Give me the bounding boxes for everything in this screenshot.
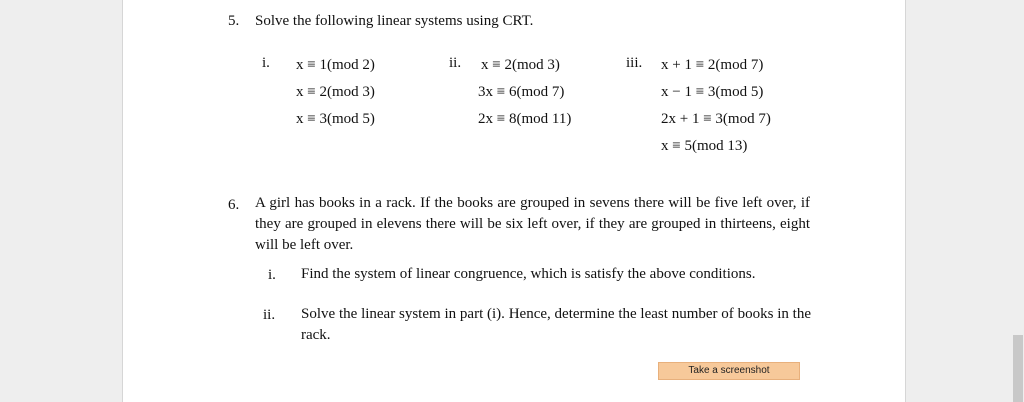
part-i-label: i. bbox=[268, 267, 276, 283]
system-iii-eq-2: x − 1 ≡ 3(mod 5) bbox=[661, 84, 764, 100]
part-ii-label: ii. bbox=[263, 307, 276, 323]
system-i-label: i. bbox=[262, 55, 270, 71]
system-i-eq-1: x ≡ 1(mod 2) bbox=[296, 57, 375, 73]
part-i-text: Find the system of linear congruence, which is satisfy the above conditions. bbox=[301, 266, 756, 282]
system-iii-eq-3: 2x + 1 ≡ 3(mod 7) bbox=[661, 111, 771, 127]
system-iii-eq-1: x + 1 ≡ 2(mod 7) bbox=[661, 57, 764, 73]
system-i-eq-3: x ≡ 3(mod 5) bbox=[296, 111, 375, 127]
part-ii-text: Solve the linear system in part (i). Hence, determine the least number of books in the rack. bbox=[301, 306, 811, 343]
system-iii-label: iii. bbox=[626, 55, 643, 71]
system-iii-eq-4: x ≡ 5(mod 13) bbox=[661, 138, 748, 154]
take-screenshot-button[interactable]: Take a screenshot bbox=[658, 362, 800, 380]
system-ii-label: ii. bbox=[449, 55, 462, 71]
scrollbar-thumb[interactable] bbox=[1013, 335, 1023, 402]
system-ii-eq-1: x ≡ 2(mod 3) bbox=[481, 57, 560, 73]
question-5-number: 5. bbox=[228, 13, 240, 29]
system-ii-eq-3: 2x ≡ 8(mod 11) bbox=[478, 111, 572, 127]
question-5-prompt: Solve the following linear systems using CRT. bbox=[255, 13, 534, 29]
question-6-number: 6. bbox=[228, 197, 240, 213]
question-6-text: A girl has books in a rack. If the books are grouped in sevens there will be five left over, if they are grouped in elevens there will be six left over, if they are grouped in thirteens, eight will be left over. bbox=[255, 195, 810, 253]
system-ii-eq-2: 3x ≡ 6(mod 7) bbox=[478, 84, 565, 100]
system-i-eq-2: x ≡ 2(mod 3) bbox=[296, 84, 375, 100]
